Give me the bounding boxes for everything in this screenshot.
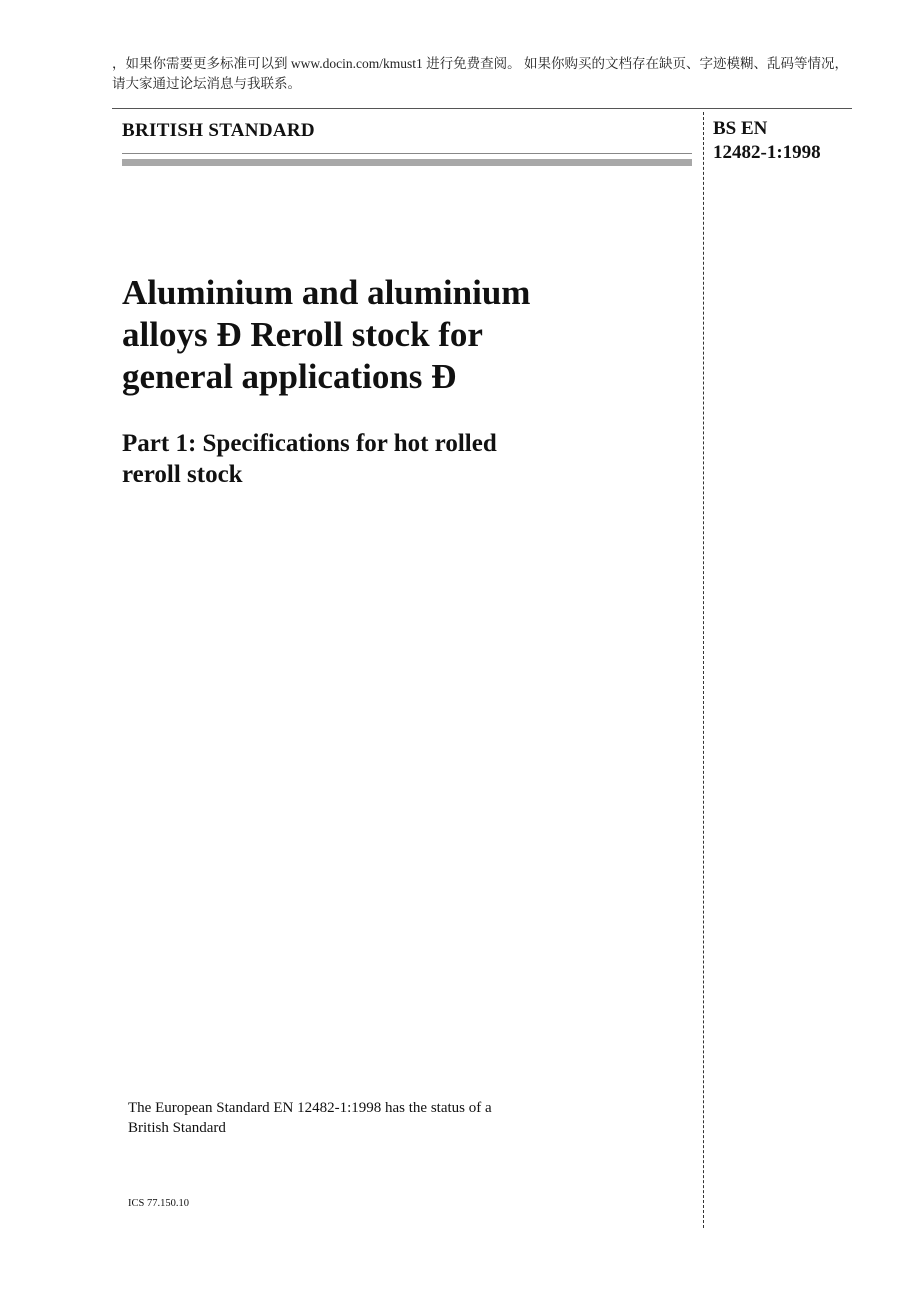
- title-line1: Aluminium and aluminium: [122, 273, 531, 312]
- ics-code: ICS 77.150.10: [128, 1198, 189, 1209]
- download-notice: ，如果你需要更多标准可以到 www.docin.com/kmust1 进行免费查阅。 如果你购买的文档存在缺页、字迹模糊、乱码等情况，请大家通过论坛消息与我联系。: [112, 56, 848, 91]
- thick-divider: [122, 159, 692, 166]
- status-note-line2: British Standard: [128, 1120, 226, 1136]
- subtitle-line1: Part 1: Specifications for hot rolled: [122, 430, 497, 457]
- document-subtitle: [122, 428, 682, 490]
- standard-number-line1: BS EN: [713, 118, 768, 139]
- title-line3: general applications Ð: [122, 357, 457, 396]
- status-note: [128, 1098, 548, 1138]
- thin-divider: [122, 153, 692, 154]
- subtitle-line2: reroll stock: [122, 461, 243, 488]
- standard-number-line2: 12482-1:1998: [713, 142, 821, 163]
- document-title: [122, 272, 682, 398]
- standard-number: [713, 117, 821, 165]
- title-line2: alloys Ð Reroll stock for: [122, 315, 483, 354]
- top-rule: [112, 108, 852, 109]
- vertical-dashed-divider: [703, 112, 704, 1228]
- standard-label: BRITISH STANDARD: [122, 120, 315, 141]
- status-note-line1: The European Standard EN 12482-1:1998 has the status of a: [128, 1100, 492, 1116]
